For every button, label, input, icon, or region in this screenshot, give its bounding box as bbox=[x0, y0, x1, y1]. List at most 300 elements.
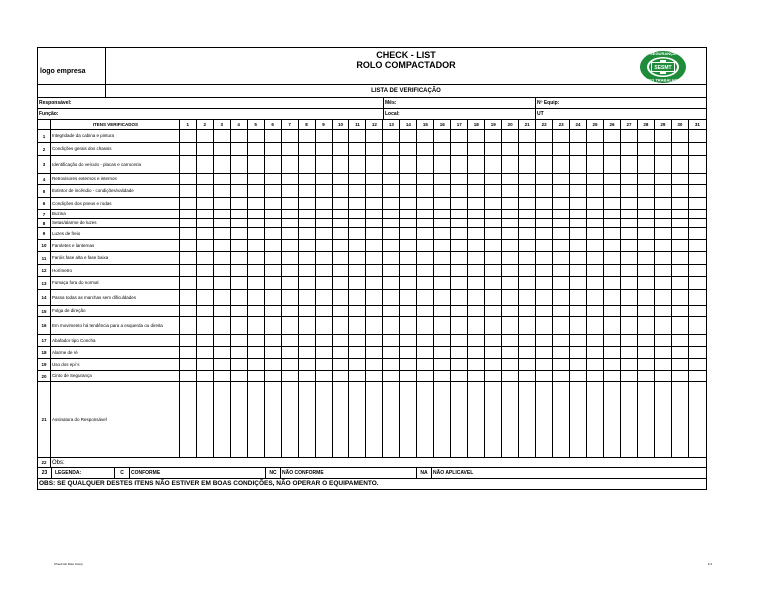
check-cell[interactable] bbox=[299, 317, 316, 335]
check-cell[interactable] bbox=[604, 130, 621, 143]
check-cell[interactable] bbox=[621, 143, 638, 156]
check-cell[interactable] bbox=[417, 198, 434, 210]
check-cell[interactable] bbox=[604, 382, 621, 458]
check-cell[interactable] bbox=[349, 359, 366, 371]
check-cell[interactable] bbox=[638, 290, 655, 306]
check-cell[interactable] bbox=[689, 306, 706, 317]
check-cell[interactable] bbox=[231, 185, 248, 198]
check-cell[interactable] bbox=[570, 335, 587, 347]
check-cell[interactable] bbox=[638, 174, 655, 185]
check-cell[interactable] bbox=[485, 198, 502, 210]
check-cell[interactable] bbox=[638, 198, 655, 210]
check-cell[interactable] bbox=[214, 265, 231, 277]
check-cell[interactable] bbox=[621, 174, 638, 185]
check-cell[interactable] bbox=[621, 240, 638, 252]
check-cell[interactable] bbox=[451, 382, 468, 458]
check-cell[interactable] bbox=[333, 198, 350, 210]
check-cell[interactable] bbox=[299, 130, 316, 143]
check-cell[interactable] bbox=[197, 210, 214, 219]
check-cell[interactable] bbox=[282, 174, 299, 185]
check-cell[interactable] bbox=[383, 252, 400, 265]
check-cell[interactable] bbox=[621, 335, 638, 347]
check-cell[interactable] bbox=[265, 306, 282, 317]
check-cell[interactable] bbox=[417, 130, 434, 143]
check-cell[interactable] bbox=[689, 347, 706, 359]
check-cell[interactable] bbox=[231, 317, 248, 335]
check-cell[interactable] bbox=[485, 265, 502, 277]
check-cell[interactable] bbox=[434, 156, 451, 174]
check-cell[interactable] bbox=[349, 240, 366, 252]
check-cell[interactable] bbox=[604, 156, 621, 174]
check-cell[interactable] bbox=[638, 277, 655, 290]
check-cell[interactable] bbox=[434, 347, 451, 359]
check-cell[interactable] bbox=[349, 347, 366, 359]
check-cell[interactable] bbox=[519, 219, 536, 228]
check-cell[interactable] bbox=[265, 335, 282, 347]
check-cell[interactable] bbox=[451, 198, 468, 210]
check-cell[interactable] bbox=[282, 347, 299, 359]
check-cell[interactable] bbox=[672, 210, 689, 219]
check-cell[interactable] bbox=[638, 210, 655, 219]
check-cell[interactable] bbox=[502, 359, 519, 371]
check-cell[interactable] bbox=[502, 174, 519, 185]
check-cell[interactable] bbox=[638, 265, 655, 277]
check-cell[interactable] bbox=[400, 290, 417, 306]
check-cell[interactable] bbox=[180, 306, 197, 317]
check-cell[interactable] bbox=[451, 277, 468, 290]
check-cell[interactable] bbox=[214, 130, 231, 143]
check-cell[interactable] bbox=[672, 185, 689, 198]
check-cell[interactable] bbox=[672, 265, 689, 277]
check-cell[interactable] bbox=[570, 317, 587, 335]
check-cell[interactable] bbox=[265, 359, 282, 371]
check-cell[interactable] bbox=[349, 130, 366, 143]
check-cell[interactable] bbox=[536, 347, 553, 359]
check-cell[interactable] bbox=[672, 143, 689, 156]
check-cell[interactable] bbox=[689, 382, 706, 458]
check-cell[interactable] bbox=[604, 359, 621, 371]
check-cell[interactable] bbox=[485, 277, 502, 290]
check-cell[interactable] bbox=[570, 347, 587, 359]
check-cell[interactable] bbox=[417, 359, 434, 371]
check-cell[interactable] bbox=[672, 306, 689, 317]
check-cell[interactable] bbox=[672, 277, 689, 290]
check-cell[interactable] bbox=[316, 143, 333, 156]
check-cell[interactable] bbox=[570, 219, 587, 228]
check-cell[interactable] bbox=[451, 143, 468, 156]
check-cell[interactable] bbox=[180, 198, 197, 210]
check-cell[interactable] bbox=[502, 198, 519, 210]
check-cell[interactable] bbox=[451, 130, 468, 143]
check-cell[interactable] bbox=[655, 335, 672, 347]
check-cell[interactable] bbox=[299, 143, 316, 156]
check-cell[interactable] bbox=[468, 382, 485, 458]
check-cell[interactable] bbox=[231, 210, 248, 219]
check-cell[interactable] bbox=[604, 252, 621, 265]
responsavel-field[interactable]: Responsável: bbox=[38, 98, 384, 108]
check-cell[interactable] bbox=[248, 277, 265, 290]
check-cell[interactable] bbox=[519, 317, 536, 335]
check-cell[interactable] bbox=[214, 185, 231, 198]
check-cell[interactable] bbox=[587, 359, 604, 371]
check-cell[interactable] bbox=[553, 371, 570, 382]
check-cell[interactable] bbox=[621, 130, 638, 143]
check-cell[interactable] bbox=[282, 359, 299, 371]
check-cell[interactable] bbox=[282, 156, 299, 174]
check-cell[interactable] bbox=[400, 265, 417, 277]
check-cell[interactable] bbox=[536, 306, 553, 317]
check-cell[interactable] bbox=[316, 185, 333, 198]
check-cell[interactable] bbox=[689, 185, 706, 198]
check-cell[interactable] bbox=[451, 317, 468, 335]
check-cell[interactable] bbox=[180, 290, 197, 306]
check-cell[interactable] bbox=[434, 210, 451, 219]
check-cell[interactable] bbox=[265, 228, 282, 240]
check-cell[interactable] bbox=[333, 210, 350, 219]
check-cell[interactable] bbox=[689, 219, 706, 228]
check-cell[interactable] bbox=[400, 156, 417, 174]
check-cell[interactable] bbox=[638, 185, 655, 198]
check-cell[interactable] bbox=[536, 359, 553, 371]
check-cell[interactable] bbox=[383, 210, 400, 219]
check-cell[interactable] bbox=[265, 219, 282, 228]
check-cell[interactable] bbox=[519, 359, 536, 371]
check-cell[interactable] bbox=[248, 143, 265, 156]
check-cell[interactable] bbox=[197, 277, 214, 290]
check-cell[interactable] bbox=[265, 143, 282, 156]
check-cell[interactable] bbox=[621, 210, 638, 219]
check-cell[interactable] bbox=[451, 219, 468, 228]
check-cell[interactable] bbox=[587, 185, 604, 198]
check-cell[interactable] bbox=[655, 317, 672, 335]
check-cell[interactable] bbox=[214, 240, 231, 252]
check-cell[interactable] bbox=[265, 347, 282, 359]
check-cell[interactable] bbox=[349, 290, 366, 306]
check-cell[interactable] bbox=[333, 290, 350, 306]
check-cell[interactable] bbox=[214, 143, 231, 156]
check-cell[interactable] bbox=[434, 335, 451, 347]
check-cell[interactable] bbox=[451, 335, 468, 347]
check-cell[interactable] bbox=[621, 198, 638, 210]
check-cell[interactable] bbox=[485, 335, 502, 347]
check-cell[interactable] bbox=[180, 277, 197, 290]
check-cell[interactable] bbox=[468, 347, 485, 359]
check-cell[interactable] bbox=[316, 382, 333, 458]
check-cell[interactable] bbox=[400, 347, 417, 359]
check-cell[interactable] bbox=[349, 156, 366, 174]
check-cell[interactable] bbox=[451, 174, 468, 185]
check-cell[interactable] bbox=[570, 228, 587, 240]
check-cell[interactable] bbox=[248, 382, 265, 458]
check-cell[interactable] bbox=[417, 210, 434, 219]
check-cell[interactable] bbox=[502, 185, 519, 198]
check-cell[interactable] bbox=[468, 143, 485, 156]
check-cell[interactable] bbox=[417, 174, 434, 185]
check-cell[interactable] bbox=[672, 290, 689, 306]
check-cell[interactable] bbox=[689, 174, 706, 185]
check-cell[interactable] bbox=[536, 174, 553, 185]
check-cell[interactable] bbox=[621, 277, 638, 290]
check-cell[interactable] bbox=[349, 185, 366, 198]
check-cell[interactable] bbox=[265, 317, 282, 335]
check-cell[interactable] bbox=[383, 198, 400, 210]
check-cell[interactable] bbox=[519, 198, 536, 210]
check-cell[interactable] bbox=[655, 347, 672, 359]
check-cell[interactable] bbox=[451, 265, 468, 277]
check-cell[interactable] bbox=[265, 210, 282, 219]
check-cell[interactable] bbox=[604, 265, 621, 277]
check-cell[interactable] bbox=[282, 277, 299, 290]
check-cell[interactable] bbox=[672, 382, 689, 458]
check-cell[interactable] bbox=[282, 252, 299, 265]
check-cell[interactable] bbox=[434, 198, 451, 210]
check-cell[interactable] bbox=[400, 240, 417, 252]
check-cell[interactable] bbox=[553, 359, 570, 371]
check-cell[interactable] bbox=[468, 174, 485, 185]
check-cell[interactable] bbox=[400, 382, 417, 458]
check-cell[interactable] bbox=[349, 210, 366, 219]
check-cell[interactable] bbox=[621, 359, 638, 371]
check-cell[interactable] bbox=[180, 240, 197, 252]
check-cell[interactable] bbox=[604, 174, 621, 185]
check-cell[interactable] bbox=[248, 210, 265, 219]
check-cell[interactable] bbox=[638, 228, 655, 240]
check-cell[interactable] bbox=[468, 277, 485, 290]
check-cell[interactable] bbox=[570, 174, 587, 185]
check-cell[interactable] bbox=[485, 359, 502, 371]
check-cell[interactable] bbox=[383, 185, 400, 198]
check-cell[interactable] bbox=[349, 317, 366, 335]
check-cell[interactable] bbox=[502, 252, 519, 265]
check-cell[interactable] bbox=[299, 290, 316, 306]
check-cell[interactable] bbox=[316, 371, 333, 382]
check-cell[interactable] bbox=[400, 228, 417, 240]
check-cell[interactable] bbox=[621, 156, 638, 174]
check-cell[interactable] bbox=[400, 143, 417, 156]
check-cell[interactable] bbox=[231, 219, 248, 228]
check-cell[interactable] bbox=[299, 252, 316, 265]
check-cell[interactable] bbox=[655, 143, 672, 156]
check-cell[interactable] bbox=[197, 240, 214, 252]
check-cell[interactable] bbox=[502, 382, 519, 458]
check-cell[interactable] bbox=[638, 335, 655, 347]
check-cell[interactable] bbox=[485, 156, 502, 174]
check-cell[interactable] bbox=[536, 317, 553, 335]
check-cell[interactable] bbox=[299, 219, 316, 228]
check-cell[interactable] bbox=[536, 277, 553, 290]
check-cell[interactable] bbox=[604, 185, 621, 198]
check-cell[interactable] bbox=[197, 317, 214, 335]
check-cell[interactable] bbox=[231, 335, 248, 347]
check-cell[interactable] bbox=[553, 252, 570, 265]
check-cell[interactable] bbox=[316, 335, 333, 347]
check-cell[interactable] bbox=[299, 174, 316, 185]
check-cell[interactable] bbox=[197, 252, 214, 265]
check-cell[interactable] bbox=[248, 156, 265, 174]
check-cell[interactable] bbox=[349, 382, 366, 458]
check-cell[interactable] bbox=[231, 252, 248, 265]
check-cell[interactable] bbox=[231, 228, 248, 240]
check-cell[interactable] bbox=[265, 252, 282, 265]
check-cell[interactable] bbox=[587, 143, 604, 156]
check-cell[interactable] bbox=[333, 252, 350, 265]
check-cell[interactable] bbox=[383, 382, 400, 458]
check-cell[interactable] bbox=[638, 382, 655, 458]
check-cell[interactable] bbox=[180, 347, 197, 359]
check-cell[interactable] bbox=[417, 156, 434, 174]
check-cell[interactable] bbox=[570, 371, 587, 382]
check-cell[interactable] bbox=[604, 210, 621, 219]
check-cell[interactable] bbox=[689, 143, 706, 156]
check-cell[interactable] bbox=[689, 290, 706, 306]
check-cell[interactable] bbox=[587, 130, 604, 143]
check-cell[interactable] bbox=[587, 228, 604, 240]
check-cell[interactable] bbox=[299, 359, 316, 371]
check-cell[interactable] bbox=[400, 252, 417, 265]
check-cell[interactable] bbox=[248, 228, 265, 240]
check-cell[interactable] bbox=[655, 219, 672, 228]
check-cell[interactable] bbox=[383, 174, 400, 185]
check-cell[interactable] bbox=[502, 130, 519, 143]
check-cell[interactable] bbox=[536, 219, 553, 228]
check-cell[interactable] bbox=[519, 335, 536, 347]
check-cell[interactable] bbox=[214, 371, 231, 382]
check-cell[interactable] bbox=[349, 371, 366, 382]
check-cell[interactable] bbox=[672, 156, 689, 174]
check-cell[interactable] bbox=[485, 371, 502, 382]
check-cell[interactable] bbox=[366, 265, 383, 277]
check-cell[interactable] bbox=[383, 359, 400, 371]
check-cell[interactable] bbox=[672, 359, 689, 371]
check-cell[interactable] bbox=[638, 143, 655, 156]
check-cell[interactable] bbox=[655, 156, 672, 174]
check-cell[interactable] bbox=[248, 317, 265, 335]
check-cell[interactable] bbox=[197, 198, 214, 210]
check-cell[interactable] bbox=[333, 185, 350, 198]
check-cell[interactable] bbox=[180, 317, 197, 335]
check-cell[interactable] bbox=[672, 174, 689, 185]
check-cell[interactable] bbox=[180, 228, 197, 240]
check-cell[interactable] bbox=[553, 277, 570, 290]
check-cell[interactable] bbox=[587, 306, 604, 317]
check-cell[interactable] bbox=[366, 185, 383, 198]
check-cell[interactable] bbox=[485, 290, 502, 306]
check-cell[interactable] bbox=[400, 210, 417, 219]
check-cell[interactable] bbox=[519, 371, 536, 382]
check-cell[interactable] bbox=[265, 156, 282, 174]
check-cell[interactable] bbox=[553, 156, 570, 174]
check-cell[interactable] bbox=[553, 143, 570, 156]
check-cell[interactable] bbox=[400, 317, 417, 335]
check-cell[interactable] bbox=[214, 210, 231, 219]
check-cell[interactable] bbox=[570, 240, 587, 252]
check-cell[interactable] bbox=[231, 130, 248, 143]
check-cell[interactable] bbox=[316, 277, 333, 290]
check-cell[interactable] bbox=[316, 210, 333, 219]
check-cell[interactable] bbox=[638, 156, 655, 174]
check-cell[interactable] bbox=[383, 317, 400, 335]
check-cell[interactable] bbox=[536, 130, 553, 143]
check-cell[interactable] bbox=[519, 240, 536, 252]
check-cell[interactable] bbox=[434, 265, 451, 277]
check-cell[interactable] bbox=[689, 156, 706, 174]
check-cell[interactable] bbox=[333, 219, 350, 228]
check-cell[interactable] bbox=[366, 306, 383, 317]
check-cell[interactable] bbox=[638, 371, 655, 382]
check-cell[interactable] bbox=[366, 359, 383, 371]
check-cell[interactable] bbox=[197, 130, 214, 143]
check-cell[interactable] bbox=[265, 277, 282, 290]
check-cell[interactable] bbox=[417, 240, 434, 252]
check-cell[interactable] bbox=[655, 277, 672, 290]
check-cell[interactable] bbox=[299, 335, 316, 347]
check-cell[interactable] bbox=[570, 382, 587, 458]
check-cell[interactable] bbox=[468, 130, 485, 143]
check-cell[interactable] bbox=[451, 347, 468, 359]
check-cell[interactable] bbox=[248, 185, 265, 198]
check-cell[interactable] bbox=[536, 382, 553, 458]
check-cell[interactable] bbox=[282, 130, 299, 143]
check-cell[interactable] bbox=[655, 290, 672, 306]
check-cell[interactable] bbox=[672, 228, 689, 240]
check-cell[interactable] bbox=[265, 240, 282, 252]
check-cell[interactable] bbox=[621, 306, 638, 317]
check-cell[interactable] bbox=[333, 143, 350, 156]
check-cell[interactable] bbox=[553, 335, 570, 347]
check-cell[interactable] bbox=[231, 143, 248, 156]
check-cell[interactable] bbox=[265, 382, 282, 458]
check-cell[interactable] bbox=[519, 265, 536, 277]
check-cell[interactable] bbox=[587, 252, 604, 265]
check-cell[interactable] bbox=[587, 210, 604, 219]
check-cell[interactable] bbox=[587, 219, 604, 228]
check-cell[interactable] bbox=[604, 228, 621, 240]
check-cell[interactable] bbox=[434, 228, 451, 240]
check-cell[interactable] bbox=[468, 290, 485, 306]
check-cell[interactable] bbox=[570, 130, 587, 143]
check-cell[interactable] bbox=[570, 359, 587, 371]
check-cell[interactable] bbox=[333, 156, 350, 174]
check-cell[interactable] bbox=[400, 335, 417, 347]
check-cell[interactable] bbox=[485, 210, 502, 219]
check-cell[interactable] bbox=[417, 347, 434, 359]
check-cell[interactable] bbox=[485, 228, 502, 240]
check-cell[interactable] bbox=[248, 130, 265, 143]
check-cell[interactable] bbox=[434, 371, 451, 382]
check-cell[interactable] bbox=[468, 371, 485, 382]
check-cell[interactable] bbox=[180, 130, 197, 143]
check-cell[interactable] bbox=[689, 252, 706, 265]
check-cell[interactable] bbox=[587, 174, 604, 185]
check-cell[interactable] bbox=[366, 143, 383, 156]
check-cell[interactable] bbox=[197, 382, 214, 458]
check-cell[interactable] bbox=[349, 219, 366, 228]
check-cell[interactable] bbox=[689, 210, 706, 219]
check-cell[interactable] bbox=[417, 228, 434, 240]
check-cell[interactable] bbox=[400, 198, 417, 210]
check-cell[interactable] bbox=[655, 252, 672, 265]
check-cell[interactable] bbox=[655, 371, 672, 382]
check-cell[interactable] bbox=[265, 198, 282, 210]
check-cell[interactable] bbox=[366, 198, 383, 210]
check-cell[interactable] bbox=[214, 174, 231, 185]
check-cell[interactable] bbox=[349, 306, 366, 317]
check-cell[interactable] bbox=[434, 174, 451, 185]
check-cell[interactable] bbox=[299, 306, 316, 317]
check-cell[interactable] bbox=[655, 198, 672, 210]
check-cell[interactable] bbox=[417, 252, 434, 265]
check-cell[interactable] bbox=[248, 252, 265, 265]
